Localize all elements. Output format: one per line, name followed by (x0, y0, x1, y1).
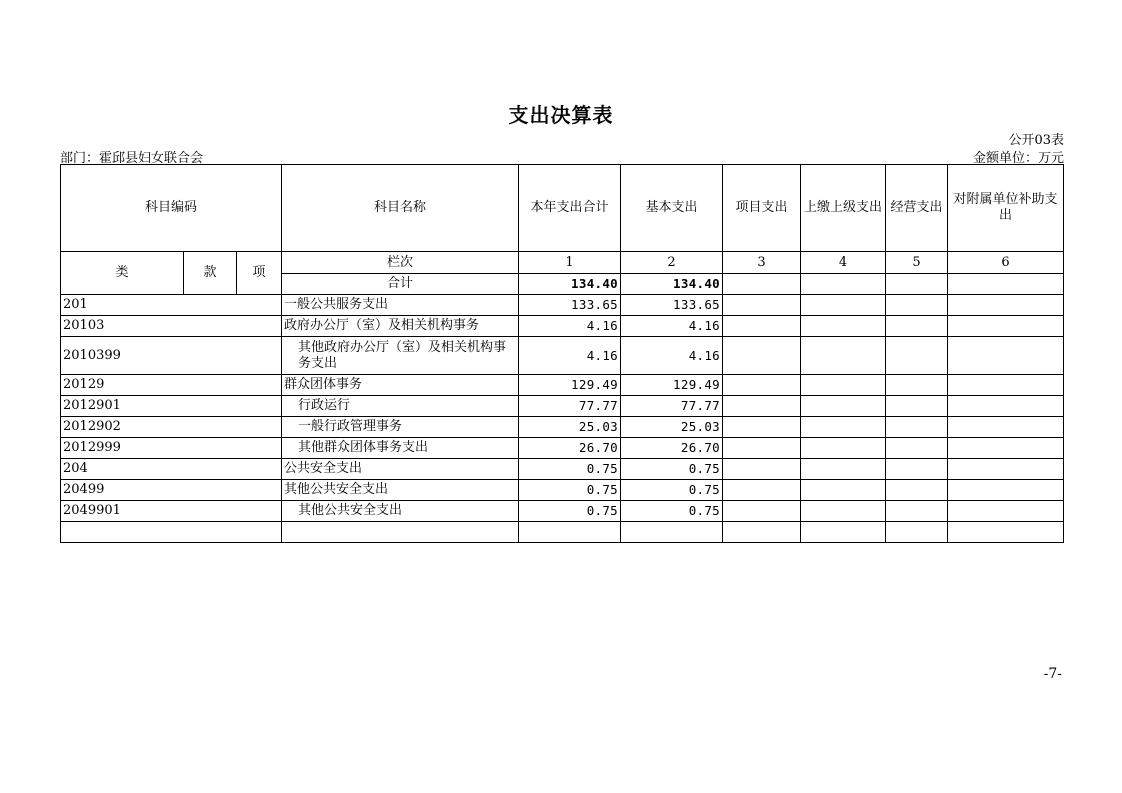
row-code: 2012901 (61, 396, 282, 417)
row-total: 129.49 (519, 375, 621, 396)
row-code: 201 (61, 295, 282, 316)
header-lei: 类 (61, 252, 184, 295)
row-total: 77.77 (519, 396, 621, 417)
row-basic: 4.16 (621, 316, 723, 337)
row-total: 4.16 (519, 316, 621, 337)
table-row (61, 459, 1064, 480)
row-total: 0.75 (519, 501, 621, 522)
header-upper-payment: 上缴上级支出 (801, 165, 886, 252)
col-num-5: 5 (886, 252, 948, 274)
row-name: 其他公共安全支出 (282, 501, 519, 522)
col-num-2: 2 (621, 252, 723, 274)
header-kuan: 款 (184, 252, 237, 295)
col-num-1: 1 (519, 252, 621, 274)
row-name: 一般公共服务支出 (282, 295, 519, 316)
column-number-label: 栏次 (282, 252, 519, 274)
header-xiang: 项 (237, 252, 282, 295)
row-name: 政府办公厅（室）及相关机构事务 (282, 316, 519, 337)
header-business: 经营支出 (886, 165, 948, 252)
header-basic: 基本支出 (621, 165, 723, 252)
row-basic: 0.75 (621, 501, 723, 522)
table-row (61, 438, 1064, 459)
row-code: 2010399 (61, 337, 282, 375)
column-number-row (61, 252, 1064, 274)
department-label: 部门：霍邱县妇女联合会 (60, 151, 204, 166)
row-name: 公共安全支出 (282, 459, 519, 480)
row-basic: 0.75 (621, 480, 723, 501)
row-code: 20129 (61, 375, 282, 396)
row-total: 0.75 (519, 480, 621, 501)
row-total: 26.70 (519, 438, 621, 459)
row-basic: 25.03 (621, 417, 723, 438)
col-num-3: 3 (723, 252, 801, 274)
header-subject-code: 科目编码 (61, 165, 282, 252)
row-basic: 0.75 (621, 459, 723, 480)
table-row (61, 417, 1064, 438)
row-name: 群众团体事务 (282, 375, 519, 396)
empty-row (61, 522, 1064, 543)
row-basic: 77.77 (621, 396, 723, 417)
row-name: 其他政府办公厅（室）及相关机构事务支出 (282, 337, 519, 375)
row-total: 133.65 (519, 295, 621, 316)
sum-total: 134.40 (519, 274, 621, 295)
table-row (61, 480, 1064, 501)
row-code: 2049901 (61, 501, 282, 522)
header-project: 项目支出 (723, 165, 801, 252)
sum-basic: 134.40 (621, 274, 723, 295)
expenditure-table (60, 164, 1064, 543)
table-row (61, 375, 1064, 396)
row-code: 2012999 (61, 438, 282, 459)
row-name: 一般行政管理事务 (282, 417, 519, 438)
header-subsidy: 对附属单位补助支出 (948, 165, 1064, 252)
row-code: 20499 (61, 480, 282, 501)
row-basic: 129.49 (621, 375, 723, 396)
unit-label: 金额单位：万元 (972, 151, 1064, 166)
row-total: 4.16 (519, 337, 621, 375)
row-name: 其他公共安全支出 (282, 480, 519, 501)
row-basic: 26.70 (621, 438, 723, 459)
page-title: 支出决算表 (508, 103, 614, 127)
row-code: 20103 (61, 316, 282, 337)
header-total: 本年支出合计 (519, 165, 621, 252)
col-num-6: 6 (948, 252, 1064, 274)
sum-label: 合计 (282, 274, 519, 295)
col-num-4: 4 (801, 252, 886, 274)
form-code: 公开03表 (1008, 133, 1064, 148)
table-row (61, 396, 1064, 417)
header-subject-name: 科目名称 (282, 165, 519, 252)
row-name: 行政运行 (282, 396, 519, 417)
row-code: 2012902 (61, 417, 282, 438)
row-name: 其他群众团体事务支出 (282, 438, 519, 459)
table-row (61, 295, 1064, 316)
table-row (61, 316, 1064, 337)
row-total: 0.75 (519, 459, 621, 480)
row-total: 25.03 (519, 417, 621, 438)
header-row (61, 165, 1064, 252)
table-row (61, 337, 1064, 375)
table-row (61, 501, 1064, 522)
row-basic: 4.16 (621, 337, 723, 375)
row-code: 204 (61, 459, 282, 480)
page-number: -7- (1043, 666, 1062, 682)
row-basic: 133.65 (621, 295, 723, 316)
